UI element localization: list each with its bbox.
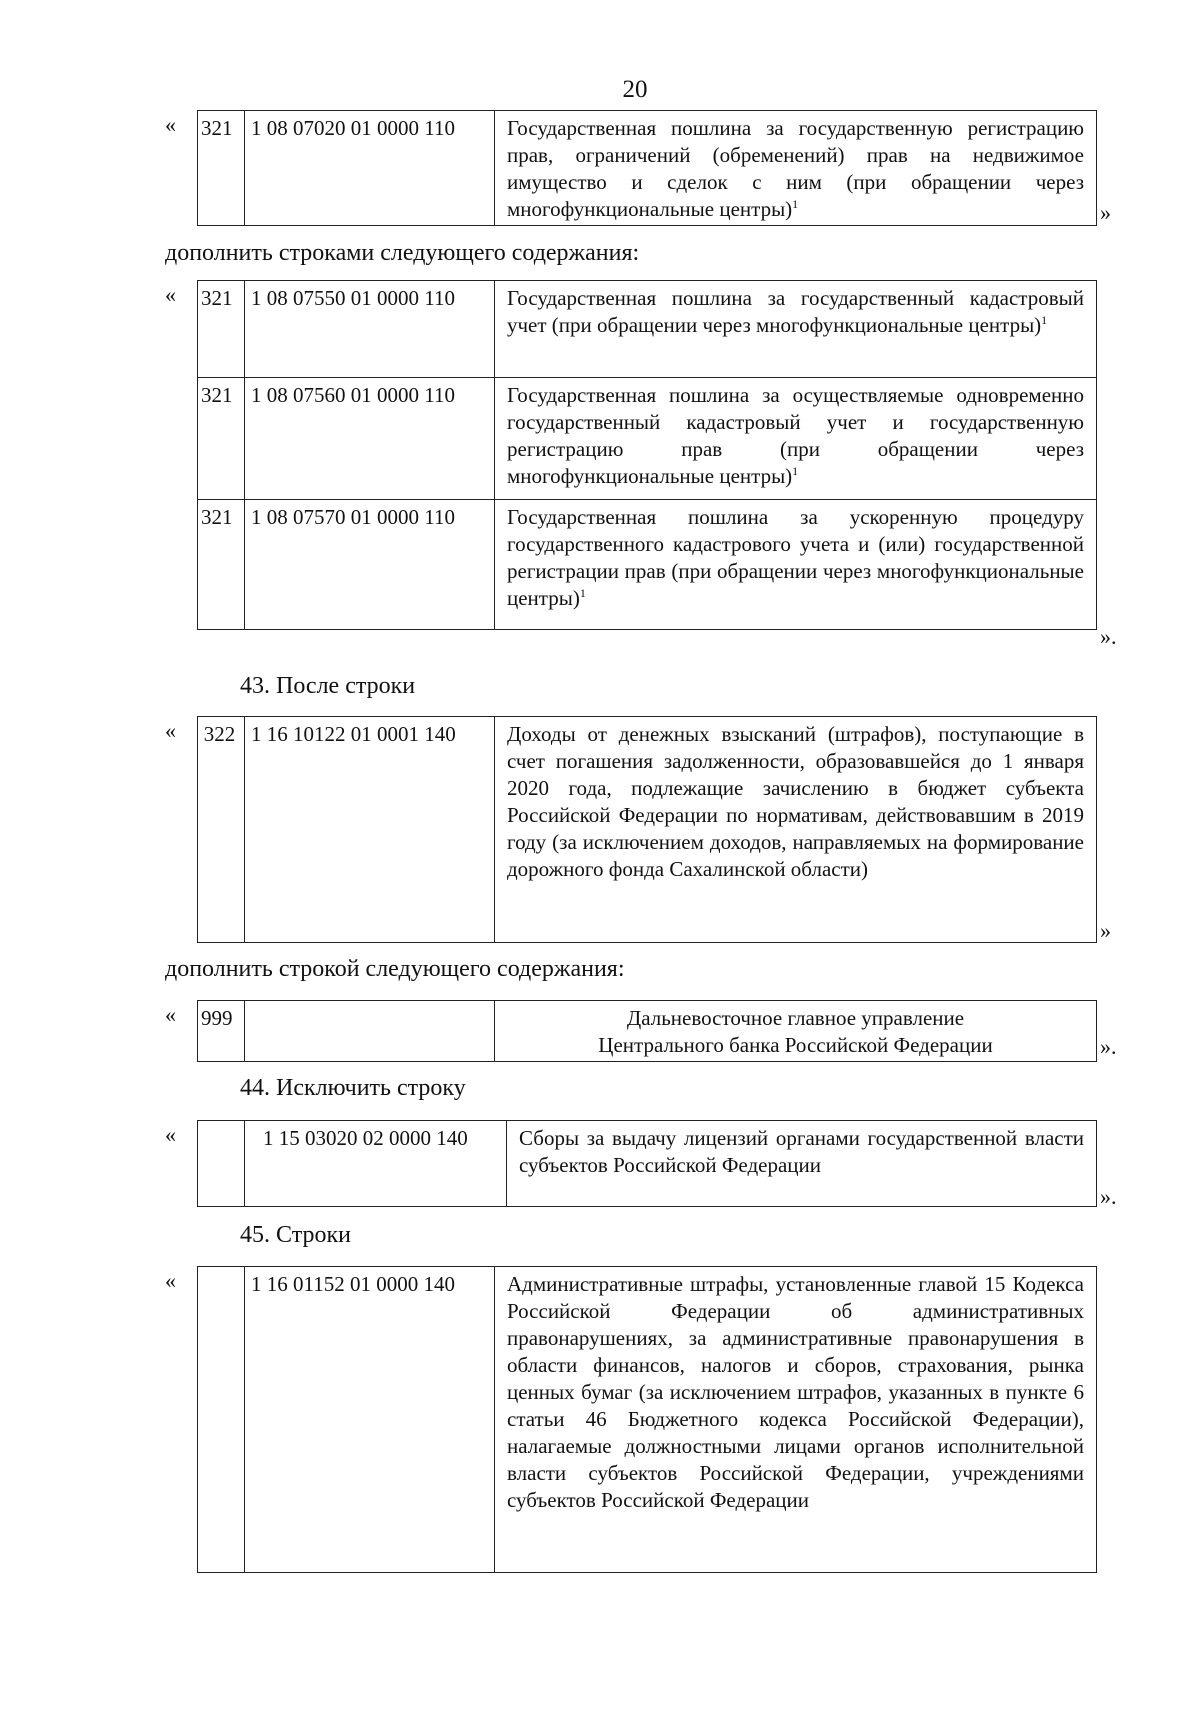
description-cell: Доходы от денежных взысканий (штрафов), поступающие в счет погашения задолженности, образовавшейся до 1 января 2020 года, подлежащие зачислению в бюджет субъекта Российской Федерации по нормативам, действовавшим в 2019 году (за исключением доходов, направляемых на формирование дорожного фонда Сахалинской области) bbox=[495, 717, 1097, 943]
section-heading-45: 45. Строки bbox=[240, 1222, 351, 1248]
kbk-cell: 1 08 07570 01 0000 110 bbox=[245, 500, 495, 630]
admin-code-cell: 321 bbox=[198, 111, 245, 226]
quote-open: « bbox=[165, 282, 176, 307]
description-text: Государственная пошлина за государственный кадастровый учет (при обращении через многофункциональные центры) bbox=[507, 286, 1084, 337]
admin-code-cell: 999 bbox=[198, 1001, 245, 1062]
quote-close-period: ». bbox=[1100, 1034, 1117, 1059]
description-text: Государственная пошлина за ускоренную процедуру государственного кадастрового учета и (или) государственной регистрации прав (при обращении через многофункциональные центры) bbox=[507, 505, 1084, 610]
quote-open: « bbox=[165, 1002, 176, 1027]
description-line: Дальневосточное главное управление bbox=[626, 1006, 965, 1030]
quote-open: « bbox=[165, 1122, 176, 1147]
footnote-mark: 1 bbox=[1041, 313, 1048, 327]
admin-code-cell: 321 bbox=[198, 281, 245, 378]
section-heading-43: 43. После строки bbox=[240, 673, 416, 699]
quote-open: « bbox=[165, 112, 176, 137]
amendment-block-2 bbox=[165, 280, 1125, 660]
description-cell bbox=[495, 500, 1097, 630]
quote-close-period: ». bbox=[1100, 624, 1117, 649]
budget-table bbox=[197, 110, 1097, 226]
admin-code-cell bbox=[198, 1267, 245, 1573]
table-row bbox=[198, 500, 1097, 630]
kbk-cell: 1 16 01152 01 0000 140 bbox=[245, 1267, 495, 1573]
description-cell: Сборы за выдачу лицензий органами государственной власти субъектов Российской Федерации bbox=[507, 1121, 1097, 1207]
description-text: Государственная пошлина за осуществляемые одновременно государственный кадастровый учет и государственную регистрацию прав (при обращении через многофункциональные центры) bbox=[507, 383, 1084, 488]
footnote-mark: 1 bbox=[792, 197, 799, 211]
amendment-block-3 bbox=[165, 716, 1125, 944]
quote-close-period: ». bbox=[1100, 1184, 1117, 1209]
budget-table bbox=[197, 1120, 1097, 1207]
budget-table bbox=[197, 280, 1097, 630]
admin-code-cell: 322 bbox=[198, 717, 245, 943]
admin-code-cell bbox=[198, 1121, 245, 1207]
instruction-text: дополнить строкой следующего содержания: bbox=[165, 956, 625, 982]
description-text: Государственная пошлина за государственную регистрацию прав, ограничений (обременений) прав на недвижимое имущество и сделок с ним (при обращении через многофункциональные центры) bbox=[507, 116, 1084, 221]
page-number: 20 bbox=[622, 76, 648, 103]
description-cell: Административные штрафы, установленные главой 15 Кодекса Российской Федерации об административных правонарушениях, за административные правонарушения в области финансов, налогов и сборов, страхования, рынка ценных бумаг (за исключением штрафов, указанных в пункте 6 статьи 46 Бюджетного кодекса Российской Федерации), налагаемые должностными лицами органов исполнительной власти субъектов Российской Федерации, учреждениями субъектов Российской Федерации bbox=[495, 1267, 1097, 1573]
kbk-cell: 1 16 10122 01 0001 140 bbox=[245, 717, 495, 943]
kbk-cell: 1 08 07550 01 0000 110 bbox=[245, 281, 495, 378]
quote-close: » bbox=[1100, 918, 1111, 943]
section-heading-44: 44. Исключить строку bbox=[240, 1075, 466, 1101]
table-row bbox=[198, 1001, 1097, 1062]
kbk-cell: 1 08 07020 01 0000 110 bbox=[245, 111, 495, 226]
description-cell bbox=[495, 1001, 1097, 1062]
table-row bbox=[198, 378, 1097, 500]
budget-table bbox=[197, 1000, 1097, 1062]
table-row bbox=[198, 281, 1097, 378]
footnote-mark: 1 bbox=[792, 464, 799, 478]
admin-code-cell: 321 bbox=[198, 500, 245, 630]
kbk-cell bbox=[245, 1001, 495, 1062]
amendment-block-5 bbox=[165, 1120, 1125, 1210]
description-line: Центрального банка Российской Федерации bbox=[598, 1033, 993, 1057]
kbk-cell: 1 15 03020 02 0000 140 bbox=[245, 1121, 507, 1207]
quote-open: « bbox=[165, 1268, 176, 1293]
description-cell bbox=[495, 378, 1097, 500]
quote-close: » bbox=[1100, 200, 1111, 225]
footnote-mark: 1 bbox=[579, 586, 586, 600]
amendment-block-1 bbox=[165, 110, 1125, 226]
description-cell bbox=[495, 111, 1097, 226]
budget-table bbox=[197, 716, 1097, 943]
table-row bbox=[198, 1121, 1097, 1207]
description-cell bbox=[495, 281, 1097, 378]
table-row bbox=[198, 1267, 1097, 1573]
kbk-cell: 1 08 07560 01 0000 110 bbox=[245, 378, 495, 500]
table-row bbox=[198, 717, 1097, 943]
amendment-block-4 bbox=[165, 1000, 1125, 1060]
amendment-block-6 bbox=[165, 1266, 1125, 1576]
budget-table bbox=[197, 1266, 1097, 1573]
instruction-text: дополнить строками следующего содержания: bbox=[165, 240, 640, 266]
quote-open: « bbox=[165, 718, 176, 743]
table-row bbox=[198, 111, 1097, 226]
admin-code-cell: 321 bbox=[198, 378, 245, 500]
